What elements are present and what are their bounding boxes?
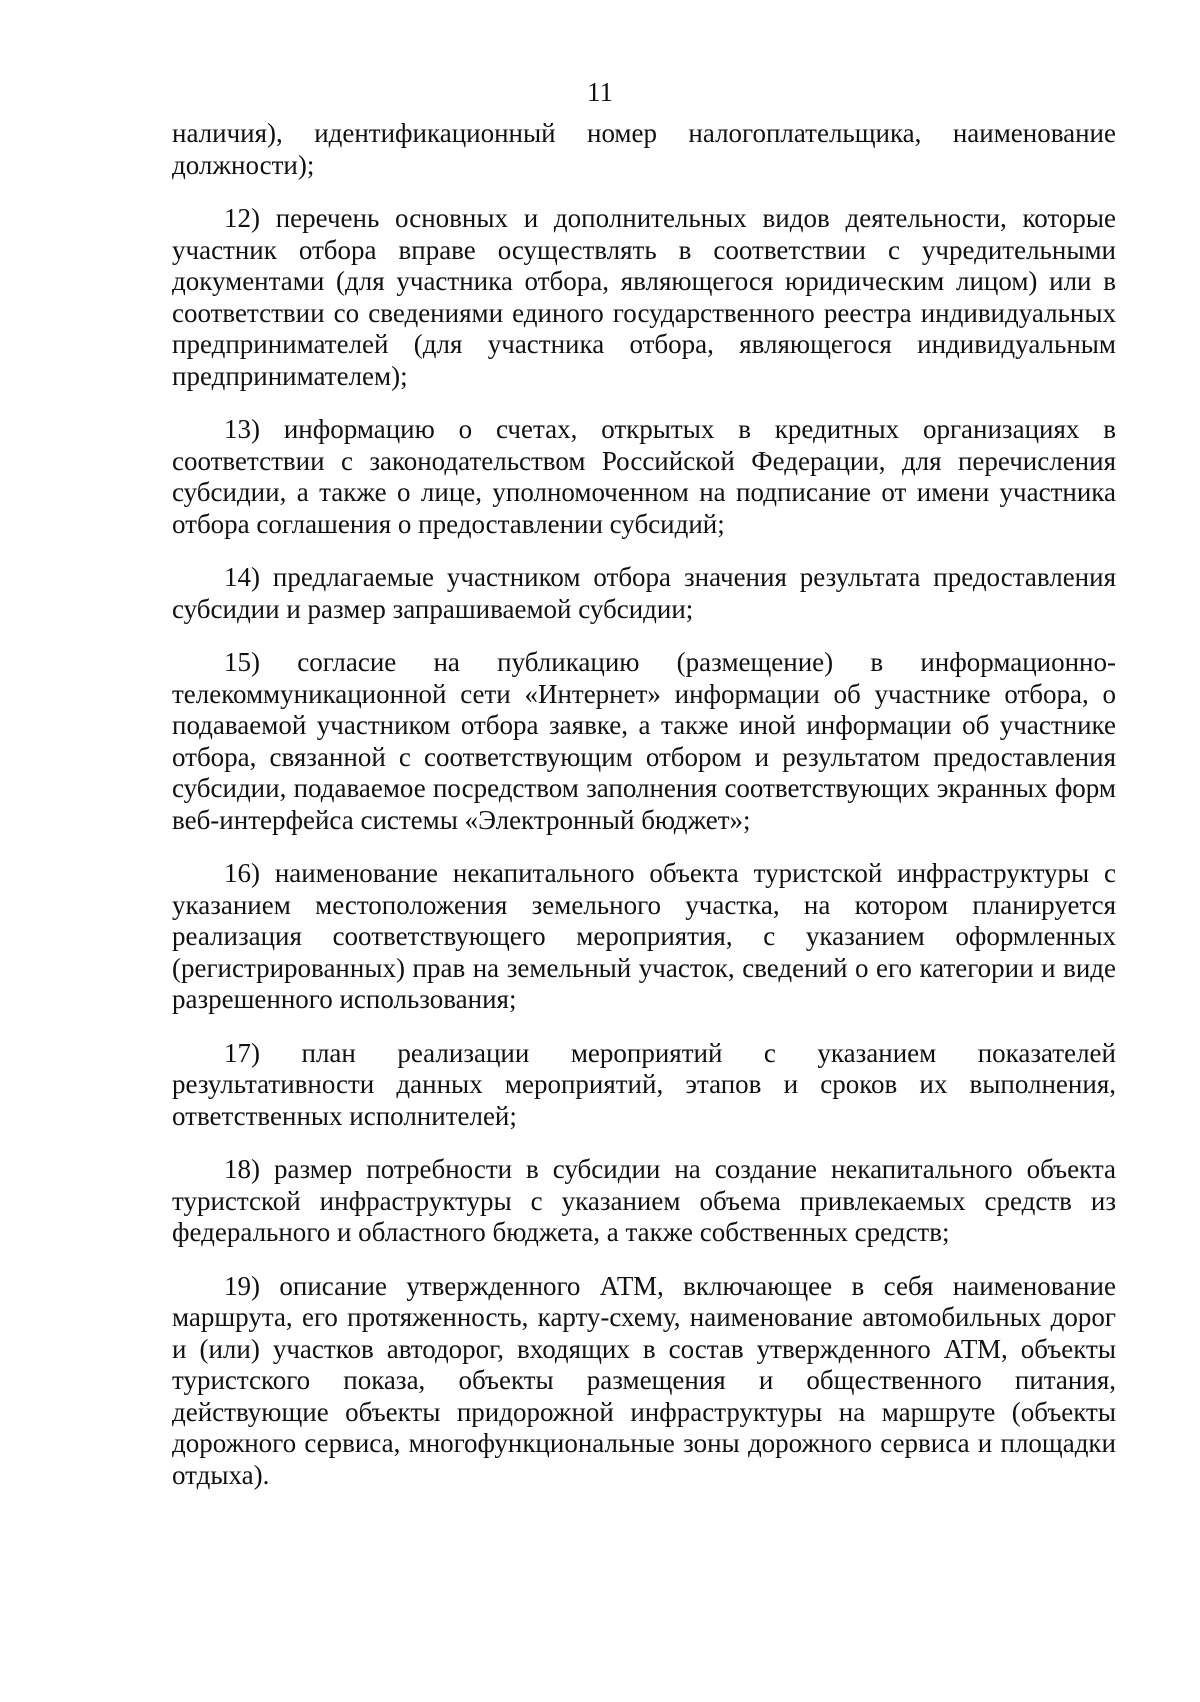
document-body xyxy=(172,118,1116,1513)
paragraph-item-13: 13) информацию о счетах, открытых в кредитных организациях в соответствии с законодательством Российской Федерации, для перечисления субсидии, а также о лице, уполномоченном на подписание от имени участника отбора соглашения о предоставлении субсидий; xyxy=(172,414,1116,539)
paragraph-item-19: 19) описание утвержденного АТМ, включающее в себя наименование маршрута, его протяженность, карту-схему, наименование автомобильных дорог и (или) участков автодорог, входящих в состав утвержденного АТМ, объекты туристского показа, объекты размещения и общественного питания, действующие объекты придорожной инфраструктуры на маршруте (объекты дорожного сервиса, многофункциональные зоны дорожного сервиса и площадки отдыха). xyxy=(172,1270,1116,1490)
paragraph-item-17: 17) план реализации мероприятий с указанием показателей результативности данных мероприятий, этапов и сроков их выполнения, ответственных исполнителей; xyxy=(172,1037,1116,1131)
paragraph-item-15: 15) согласие на публикацию (размещение) в информационно-телекоммуникационной сети «Интернет» информации об участнике отбора, о подаваемой участником отбора заявке, а также иной информации об участнике отбора, связанной с соответствующим отбором и результатом предоставления субсидии, подаваемое посредством заполнения соответствующих экранных форм веб-интерфейса системы «Электронный бюджет»; xyxy=(172,647,1116,835)
paragraph-item-16: 16) наименование некапитального объекта туристской инфраструктуры с указанием местоположения земельного участка, на котором планируется реализация соответствующего мероприятия, с указанием оформленных (регистрированных) прав на земельный участок, сведений о его категории и виде разрешенного использования; xyxy=(172,858,1116,1014)
paragraph-item-14: 14) предлагаемые участником отбора значения результата предоставления субсидии и размер запрашиваемой субсидии; xyxy=(172,562,1116,624)
paragraph-item-18: 18) размер потребности в субсидии на создание некапитального объекта туристской инфраструктуры с указанием объема привлекаемых средств из федерального и областного бюджета, а также собственных средств; xyxy=(172,1154,1116,1247)
paragraph-item-12: 12) перечень основных и дополнительных видов деятельности, которые участник отбора вправе осуществлять в соответствии с учредительными документами (для участника отбора, являющегося юридическим лицом) или в соответствии со сведениями единого государственного реестра индивидуальных предпринимателей (для участника отбора, являющегося индивидуальным предпринимателем); xyxy=(172,203,1116,391)
paragraph-continuation: наличия), идентификационный номер налогоплательщика, наименование должности); xyxy=(172,118,1116,180)
page-number: 11 xyxy=(587,77,613,107)
